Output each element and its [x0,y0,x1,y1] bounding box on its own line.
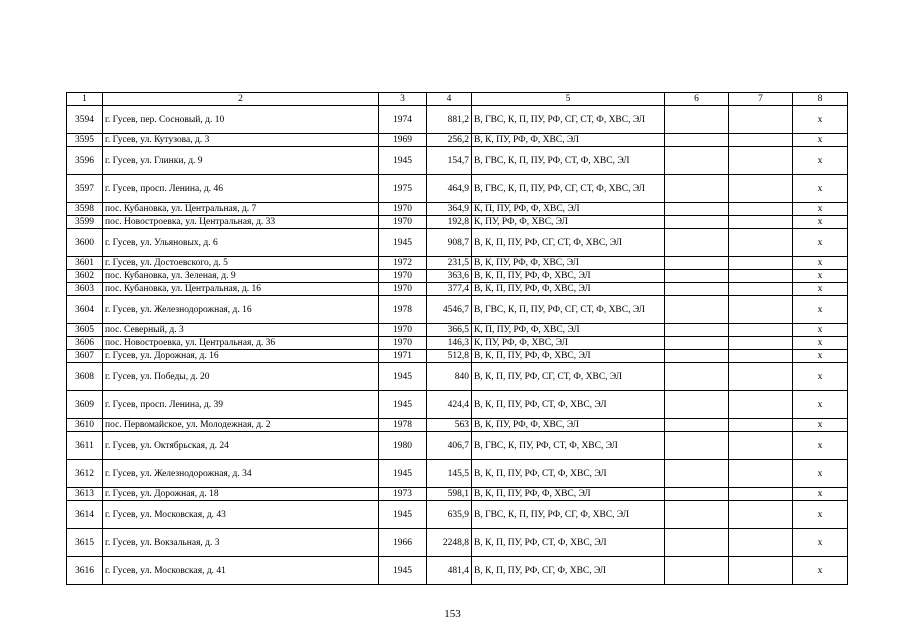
cell-year: 1980 [379,432,427,460]
cell-area: 512,8 [427,350,472,363]
cell-col6 [665,175,729,203]
cell-col7 [729,337,793,350]
cell-number: 3604 [67,296,103,324]
cell-col8: х [793,488,848,501]
cell-address: г. Гусев, ул. Победы, д. 20 [103,363,379,391]
cell-services: В, К, П, ПУ, РФ, СГ, СТ, Ф, ХВС, ЭЛ [472,229,665,257]
cell-year: 1978 [379,296,427,324]
cell-number: 3611 [67,432,103,460]
cell-area: 145,5 [427,460,472,488]
cell-number: 3616 [67,557,103,585]
cell-col8: х [793,270,848,283]
cell-col7 [729,419,793,432]
cell-services: В, К, П, ПУ, РФ, Ф, ХВС, ЭЛ [472,488,665,501]
cell-col6 [665,419,729,432]
cell-year: 1945 [379,391,427,419]
cell-year: 1969 [379,134,427,147]
cell-area: 2248,8 [427,529,472,557]
cell-area: 406,7 [427,432,472,460]
cell-col6 [665,270,729,283]
cell-col8: х [793,501,848,529]
cell-col8: х [793,175,848,203]
cell-col7 [729,557,793,585]
table-row [67,488,848,501]
cell-number: 3606 [67,337,103,350]
cell-number: 3612 [67,460,103,488]
cell-number: 3596 [67,147,103,175]
col-header-7: 7 [729,93,793,106]
cell-col7 [729,270,793,283]
cell-col7 [729,488,793,501]
cell-services: К, П, ПУ, РФ, Ф, ХВС, ЭЛ [472,324,665,337]
cell-col8: х [793,106,848,134]
cell-address: г. Гусев, ул. Дорожная, д. 16 [103,350,379,363]
cell-services: В, К, П, ПУ, РФ, СГ, Ф, ХВС, ЭЛ [472,557,665,585]
cell-year: 1970 [379,337,427,350]
cell-services: В, К, П, ПУ, РФ, Ф, ХВС, ЭЛ [472,283,665,296]
cell-col6 [665,296,729,324]
cell-number: 3609 [67,391,103,419]
cell-col7 [729,216,793,229]
cell-address: г. Гусев, ул. Глинки, д. 9 [103,147,379,175]
cell-address: г. Гусев, просп. Ленина, д. 46 [103,175,379,203]
cell-col6 [665,529,729,557]
table-row [67,501,848,529]
cell-services: В, ГВС, К, ПУ, РФ, СТ, Ф, ХВС, ЭЛ [472,432,665,460]
cell-services: В, ГВС, К, П, ПУ, РФ, СГ, СТ, Ф, ХВС, ЭЛ [472,175,665,203]
cell-number: 3607 [67,350,103,363]
cell-year: 1974 [379,106,427,134]
cell-col7 [729,175,793,203]
cell-col8: х [793,432,848,460]
cell-col8: х [793,391,848,419]
table-row [67,460,848,488]
cell-number: 3594 [67,106,103,134]
cell-col8: х [793,529,848,557]
cell-address: г. Гусев, ул. Железнодорожная, д. 34 [103,460,379,488]
cell-year: 1970 [379,324,427,337]
cell-col7 [729,106,793,134]
cell-area: 881,2 [427,106,472,134]
cell-services: В, ГВС, К, П, ПУ, РФ, СГ, СТ, Ф, ХВС, ЭЛ [472,106,665,134]
table-row [67,283,848,296]
cell-services: В, ГВС, К, П, ПУ, РФ, СГ, Ф, ХВС, ЭЛ [472,501,665,529]
cell-area: 4546,7 [427,296,472,324]
cell-col8: х [793,363,848,391]
table-row [67,363,848,391]
header-row [67,93,848,106]
cell-col7 [729,296,793,324]
cell-address: г. Гусев, ул. Вокзальная, д. 3 [103,529,379,557]
cell-col8: х [793,203,848,216]
cell-year: 1970 [379,216,427,229]
cell-col8: х [793,283,848,296]
cell-col8: х [793,557,848,585]
cell-year: 1973 [379,488,427,501]
cell-col6 [665,257,729,270]
cell-area: 598,1 [427,488,472,501]
cell-col7 [729,350,793,363]
col-header-2: 2 [103,93,379,106]
cell-area: 481,4 [427,557,472,585]
cell-services: К, ПУ, РФ, Ф, ХВС, ЭЛ [472,337,665,350]
cell-col7 [729,203,793,216]
cell-col7 [729,257,793,270]
cell-address: пос. Кубановка, ул. Центральная, д. 16 [103,283,379,296]
cell-year: 1945 [379,557,427,585]
cell-services: В, К, ПУ, РФ, Ф, ХВС, ЭЛ [472,419,665,432]
cell-col7 [729,460,793,488]
cell-services: В, К, П, ПУ, РФ, СГ, СТ, Ф, ХВС, ЭЛ [472,363,665,391]
cell-col6 [665,488,729,501]
cell-address: г. Гусев, ул. Московская, д. 41 [103,557,379,585]
cell-col6 [665,106,729,134]
cell-area: 366,5 [427,324,472,337]
cell-col8: х [793,134,848,147]
cell-year: 1945 [379,147,427,175]
cell-year: 1970 [379,283,427,296]
cell-col6 [665,203,729,216]
cell-col6 [665,229,729,257]
cell-year: 1972 [379,257,427,270]
table-row [67,337,848,350]
cell-number: 3610 [67,419,103,432]
cell-number: 3600 [67,229,103,257]
table-row [67,432,848,460]
cell-address: г. Гусев, ул. Железнодорожная, д. 16 [103,296,379,324]
cell-services: В, ГВС, К, П, ПУ, РФ, СГ, СТ, Ф, ХВС, ЭЛ [472,296,665,324]
cell-col7 [729,134,793,147]
table-row [67,147,848,175]
cell-year: 1945 [379,229,427,257]
cell-col7 [729,391,793,419]
cell-col6 [665,501,729,529]
cell-area: 635,9 [427,501,472,529]
table-row [67,203,848,216]
cell-address: г. Гусев, ул. Дорожная, д. 18 [103,488,379,501]
cell-services: В, К, ПУ, РФ, Ф, ХВС, ЭЛ [472,134,665,147]
col-header-8: 8 [793,93,848,106]
cell-year: 1945 [379,363,427,391]
cell-col7 [729,229,793,257]
cell-number: 3595 [67,134,103,147]
cell-services: В, К, П, ПУ, РФ, СТ, Ф, ХВС, ЭЛ [472,460,665,488]
cell-year: 1966 [379,529,427,557]
cell-address: пос. Кубановка, ул. Зеленая, д. 9 [103,270,379,283]
cell-services: В, К, П, ПУ, РФ, Ф, ХВС, ЭЛ [472,270,665,283]
table-row [67,557,848,585]
cell-number: 3597 [67,175,103,203]
cell-col6 [665,460,729,488]
cell-col6 [665,283,729,296]
cell-col6 [665,350,729,363]
cell-services: В, К, П, ПУ, РФ, СТ, Ф, ХВС, ЭЛ [472,529,665,557]
cell-number: 3605 [67,324,103,337]
cell-col6 [665,337,729,350]
cell-services: К, П, ПУ, РФ, Ф, ХВС, ЭЛ [472,203,665,216]
cell-col6 [665,432,729,460]
cell-col8: х [793,419,848,432]
table-row [67,270,848,283]
table-row [67,216,848,229]
cell-services: К, ПУ, РФ, Ф, ХВС, ЭЛ [472,216,665,229]
table-row [67,175,848,203]
cell-col8: х [793,216,848,229]
cell-year: 1971 [379,350,427,363]
cell-address: г. Гусев, ул. Достоевского, д. 5 [103,257,379,270]
table-row [67,529,848,557]
cell-year: 1970 [379,203,427,216]
table-row [67,257,848,270]
cell-year: 1975 [379,175,427,203]
cell-year: 1945 [379,501,427,529]
cell-col7 [729,501,793,529]
cell-area: 563 [427,419,472,432]
cell-number: 3601 [67,257,103,270]
cell-col7 [729,363,793,391]
cell-area: 146,3 [427,337,472,350]
cell-area: 363,6 [427,270,472,283]
cell-address: г. Гусев, ул. Кутузова, д. 3 [103,134,379,147]
cell-area: 256,2 [427,134,472,147]
cell-col6 [665,216,729,229]
cell-col7 [729,529,793,557]
cell-number: 3603 [67,283,103,296]
cell-services: В, К, ПУ, РФ, Ф, ХВС, ЭЛ [472,257,665,270]
cell-col8: х [793,337,848,350]
cell-col6 [665,134,729,147]
cell-col7 [729,147,793,175]
cell-services: В, К, П, ПУ, РФ, Ф, ХВС, ЭЛ [472,350,665,363]
cell-address: г. Гусев, ул. Ульяновых, д. 6 [103,229,379,257]
cell-address: г. Гусев, просп. Ленина, д. 39 [103,391,379,419]
cell-col7 [729,432,793,460]
table-body [67,93,848,585]
cell-services: В, К, П, ПУ, РФ, СТ, Ф, ХВС, ЭЛ [472,391,665,419]
col-header-4: 4 [427,93,472,106]
col-header-5: 5 [472,93,665,106]
cell-address: г. Гусев, пер. Сосновый, д. 10 [103,106,379,134]
col-header-6: 6 [665,93,729,106]
cell-col6 [665,557,729,585]
cell-address: пос. Новостроевка, ул. Центральная, д. 36 [103,337,379,350]
cell-col6 [665,324,729,337]
table-row [67,296,848,324]
table-row [67,419,848,432]
cell-col7 [729,283,793,296]
cell-col7 [729,324,793,337]
cell-area: 464,9 [427,175,472,203]
table-row [67,229,848,257]
cell-col8: х [793,257,848,270]
cell-address: пос. Новостроевка, ул. Центральная, д. 33 [103,216,379,229]
cell-area: 364,9 [427,203,472,216]
cell-number: 3614 [67,501,103,529]
cell-col8: х [793,296,848,324]
cell-services: В, ГВС, К, П, ПУ, РФ, СТ, Ф, ХВС, ЭЛ [472,147,665,175]
cell-col8: х [793,460,848,488]
cell-col6 [665,391,729,419]
cell-number: 3599 [67,216,103,229]
cell-area: 192,8 [427,216,472,229]
cell-col8: х [793,350,848,363]
cell-number: 3598 [67,203,103,216]
cell-area: 231,5 [427,257,472,270]
cell-year: 1978 [379,419,427,432]
table-row [67,134,848,147]
table-row [67,106,848,134]
cell-col6 [665,147,729,175]
col-header-3: 3 [379,93,427,106]
cell-year: 1945 [379,460,427,488]
table-row [67,391,848,419]
cell-number: 3602 [67,270,103,283]
cell-address: г. Гусев, ул. Московская, д. 43 [103,501,379,529]
cell-number: 3608 [67,363,103,391]
cell-number: 3615 [67,529,103,557]
cell-year: 1970 [379,270,427,283]
table-row [67,324,848,337]
table-row [67,350,848,363]
cell-number: 3613 [67,488,103,501]
cell-address: пос. Северный, д. 3 [103,324,379,337]
cell-address: г. Гусев, ул. Октябрьская, д. 24 [103,432,379,460]
cell-area: 424,4 [427,391,472,419]
cell-area: 377,4 [427,283,472,296]
cell-col8: х [793,229,848,257]
page-number: 153 [444,608,461,620]
cell-address: пос. Кубановка, ул. Центральная, д. 7 [103,203,379,216]
cell-col8: х [793,147,848,175]
cell-area: 840 [427,363,472,391]
cell-col6 [665,363,729,391]
cell-address: пос. Первомайское, ул. Молодежная, д. 2 [103,419,379,432]
cell-col8: х [793,324,848,337]
cell-area: 908,7 [427,229,472,257]
cell-area: 154,7 [427,147,472,175]
registry-table [66,92,848,585]
col-header-1: 1 [67,93,103,106]
